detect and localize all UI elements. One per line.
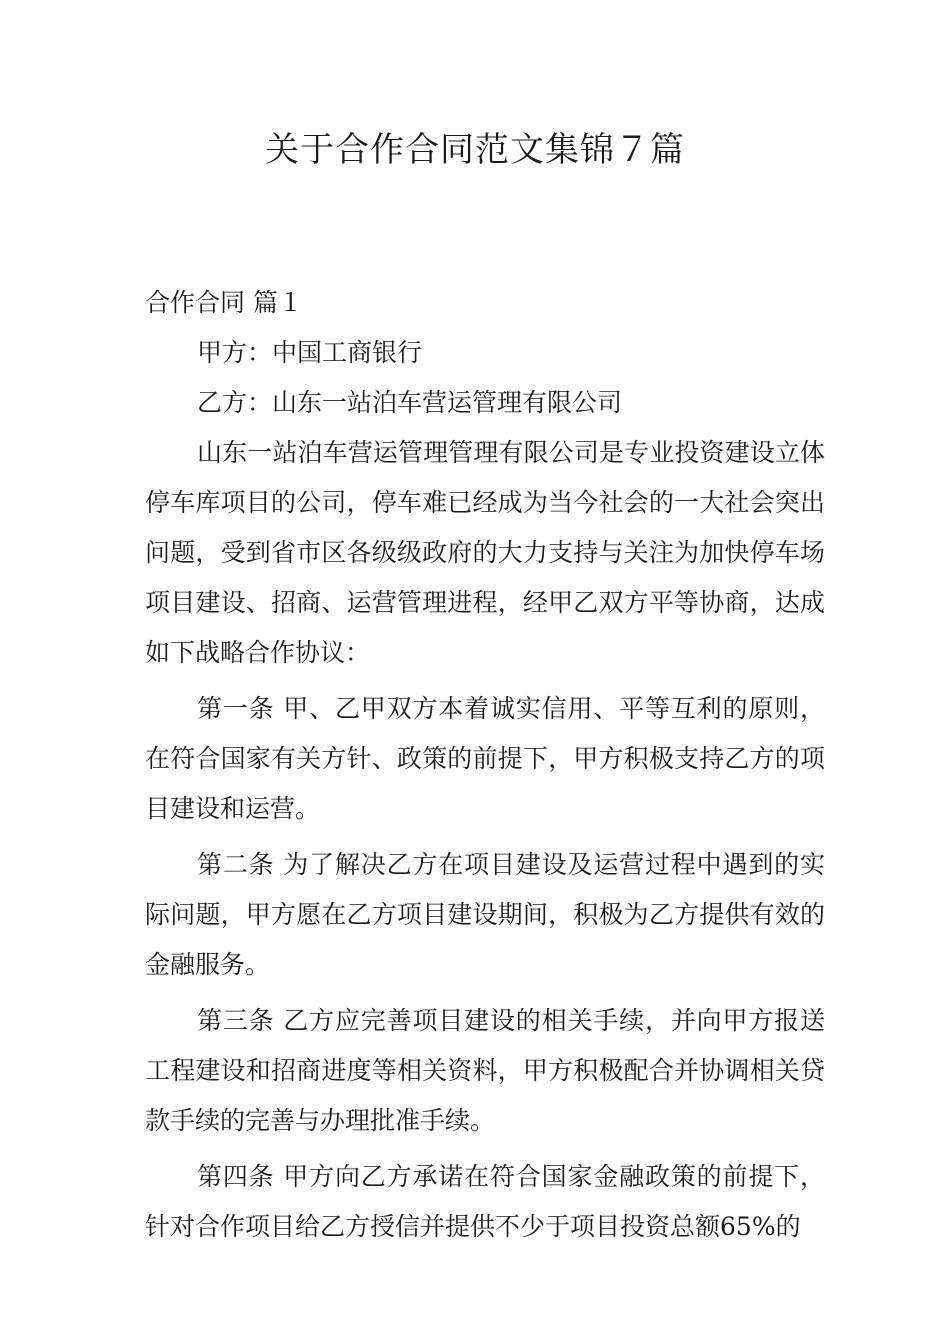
article-1: 第一条 甲、乙甲双方本着诚实信用、平等互利的原则，在符合国家有关方针、政策的前提下，甲方积极支持乙方的项目建设和运营。	[145, 694, 825, 823]
section-heading: 合作合同 篇１	[145, 288, 303, 317]
document-body	[145, 278, 825, 1252]
article-2: 第二条 为了解决乙方在项目建设及运营过程中遇到的实际问题，甲方愿在乙方项目建设期间，积极为乙方提供有效的金融服务。	[145, 850, 825, 979]
party-b: 乙方：山东一站泊车营运管理有限公司	[197, 388, 623, 417]
document-title: 关于合作合同范文集锦７篇	[265, 130, 685, 170]
intro-paragraph: 山东一站泊车营运管理管理有限公司是专业投资建设立体停车库项目的公司，停车难已经成为当今社会的一大社会突出问题，受到省市区各级级政府的大力支持与关注为加快停车场项目建设、招商、运营管理进程，经甲乙双方平等协商，达成如下战略合作协议：	[145, 438, 825, 667]
article-3: 第三条 乙方应完善项目建设的相关手续，并向甲方报送工程建设和招商进度等相关资料，甲方积极配合并协调相关贷款手续的完善与办理批准手续。	[145, 1006, 825, 1135]
party-a: 甲方：中国工商银行	[197, 338, 423, 367]
article-4: 第四条 甲方向乙方承诺在符合国家金融政策的前提下，针对合作项目给乙方授信并提供不少于项目投资总额65%的	[145, 1162, 825, 1241]
